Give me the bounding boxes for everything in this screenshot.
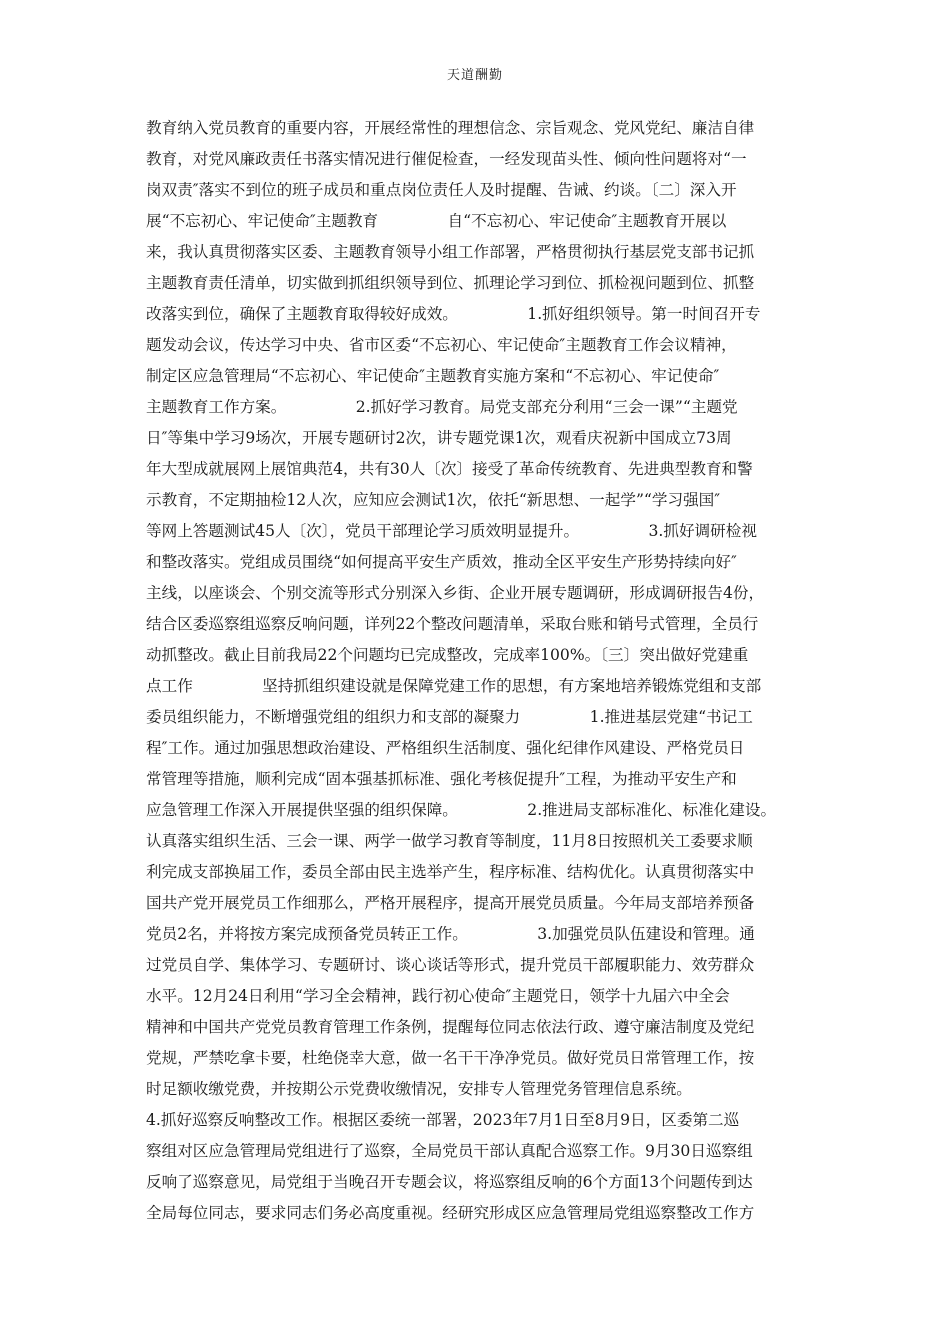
text-line: 示教育，不定期抽检12人次，应知应会测试1次，依托“新思想、一起学”“学习强国″ [146, 491, 721, 509]
text-line: 常管理等措施，顺利完成“固本强基抓标准、强化考核促提升″工程，为推动平安生产和 [146, 770, 737, 788]
text-line: 岗双责″落实不到位的班子成员和重点岗位责任人及时提醒、告诫、约谈。〔二〕深入开 [146, 181, 737, 199]
text-line: 等网上答题测试45人〔次〕，党员干部理论学习质效明显提升。 3.抓好调研检视 [146, 522, 757, 540]
text-line: 点工作 坚持抓组织建设就是保障党建工作的思想，有方案地培养锻炼党组和支部 [146, 677, 762, 695]
text-line: 程″工作。通过加强思想政治建设、严格组织生活制度、强化纪律作风建设、严格党员日 [146, 739, 745, 757]
text-line: 改落实到位，确保了主题教育取得较好成效。 1.抓好组织领导。第一时间召开专 [146, 305, 761, 323]
text-line: 和整改落实。党组成员围绕“如何提高平安生产质效，推动全区平安生产形势持续向好″ [146, 553, 737, 571]
text-line: 反响了巡察意见，局党组于当晚召开专题会议，将巡察组反响的6个方面13个问题传到达 [146, 1173, 753, 1191]
text-line: 党规，严禁吃拿卡要，杜绝侥幸大意，做一名干干净净党员。做好党员日常管理工作，按 [146, 1049, 755, 1067]
text-line: 全局每位同志，要求同志们务必高度重视。经研究形成区应急管理局党组巡察整改工作方 [146, 1204, 755, 1222]
text-line: 题发动会议，传达学习中央、省市区委“不忘初心、牢记使命″主题教育工作会议精神， [146, 336, 737, 354]
text-line: 结合区委巡察组巡察反响问题，详列22个整改问题清单，采取台账和销号式管理，全员行 [146, 615, 759, 633]
text-line: 察组对区应急管理局党组进行了巡察，全局党员干部认真配合巡察工作。9月30日巡察组 [146, 1142, 753, 1160]
text-line: 日″等集中学习9场次，开展专题研讨2次，讲专题党课1次，观看庆祝新中国成立73周 [146, 429, 732, 447]
text-line: 来，我认真贯彻落实区委、主题教育领导小组工作部署，严格贯彻执行基层党支部书记抓 [146, 243, 755, 261]
text-line: 过党员自学、集体学习、专题研讨、谈心谈话等形式，提升党员干部履职能力、效劳群众 [146, 956, 755, 974]
text-line: 利完成支部换届工作，委员全部由民主选举产生，程序标准、结构优化。认真贯彻落实中 [146, 863, 755, 881]
text-line: 认真落实组织生活、三会一课、两学一做学习教育等制度，11月8日按照机关工委要求顺 [146, 832, 753, 850]
text-line: 动抓整改。截止目前我局22个问题均已完成整改，完成率100%。〔三〕突出做好党建重 [146, 646, 749, 664]
document-body [146, 113, 808, 1229]
text-line: 主线，以座谈会、个别交流等形式分别深入乡街、企业开展专题调研，形成调研报告4份， [146, 584, 765, 602]
text-line: 时足额收缴党费，并按期公示党费收缴情况，安排专人管理党务管理信息系统。 [146, 1080, 692, 1098]
text-line: 应急管理工作深入开展提供坚强的组织保障。 2.推进局支部标准化、标准化建设。 [146, 801, 777, 819]
text-line: 主题教育责任清单，切实做到抓组织领导到位、抓理论学习到位、抓检视问题到位、抓整 [146, 274, 755, 292]
text-line: 年大型成就展网上展馆典范4，共有30人〔次〕接受了革命传统教育、先进典型教育和警 [146, 460, 753, 478]
text-line: 教育纳入党员教育的重要内容，开展经常性的理想信念、宗旨观念、党风党纪、廉洁自律 [146, 119, 755, 137]
text-line: 主题教育工作方案。 2.抓好学习教育。局党支部充分利用“三会一课”“主题党 [146, 398, 738, 416]
text-line: 制定区应急管理局“不忘初心、牢记使命″主题教育实施方案和“不忘初心、牢记使命″ [146, 367, 720, 385]
text-line: 教育，对党风廉政责任书落实情况进行催促检查，一经发现苗头性、倾向性问题将对“一 [146, 150, 747, 168]
text-line: 委员组织能力，不断增强党组的组织力和支部的凝聚力 1.推进基层党建“书记工 [146, 708, 753, 726]
text-line: 国共产党开展党员工作细那么，严格开展程序，提高开展党员质量。今年局支部培养预备 [146, 894, 755, 912]
text-line: 4.抓好巡察反响整改工作。根据区委统一部署，2023年7月1日至8月9日，区委第二巡 [146, 1111, 740, 1129]
page-header: 天道酬勤 [446, 68, 503, 83]
text-line: 展“不忘初心、牢记使命″主题教育 自“不忘初心、牢记使命″主题教育开展以 [146, 212, 727, 230]
text-line: 水平。12月24日利用“学习全会精神，践行初心使命″主题党日，领学十九届六中全会 [146, 987, 730, 1005]
text-line: 精神和中国共产党党员教育管理工作条例，提醒每位同志依法行政、遵守廉洁制度及党纪 [146, 1018, 755, 1036]
text-line: 党员2名，并将按方案完成预备党员转正工作。 3.加强党员队伍建设和管理。通 [146, 925, 755, 943]
